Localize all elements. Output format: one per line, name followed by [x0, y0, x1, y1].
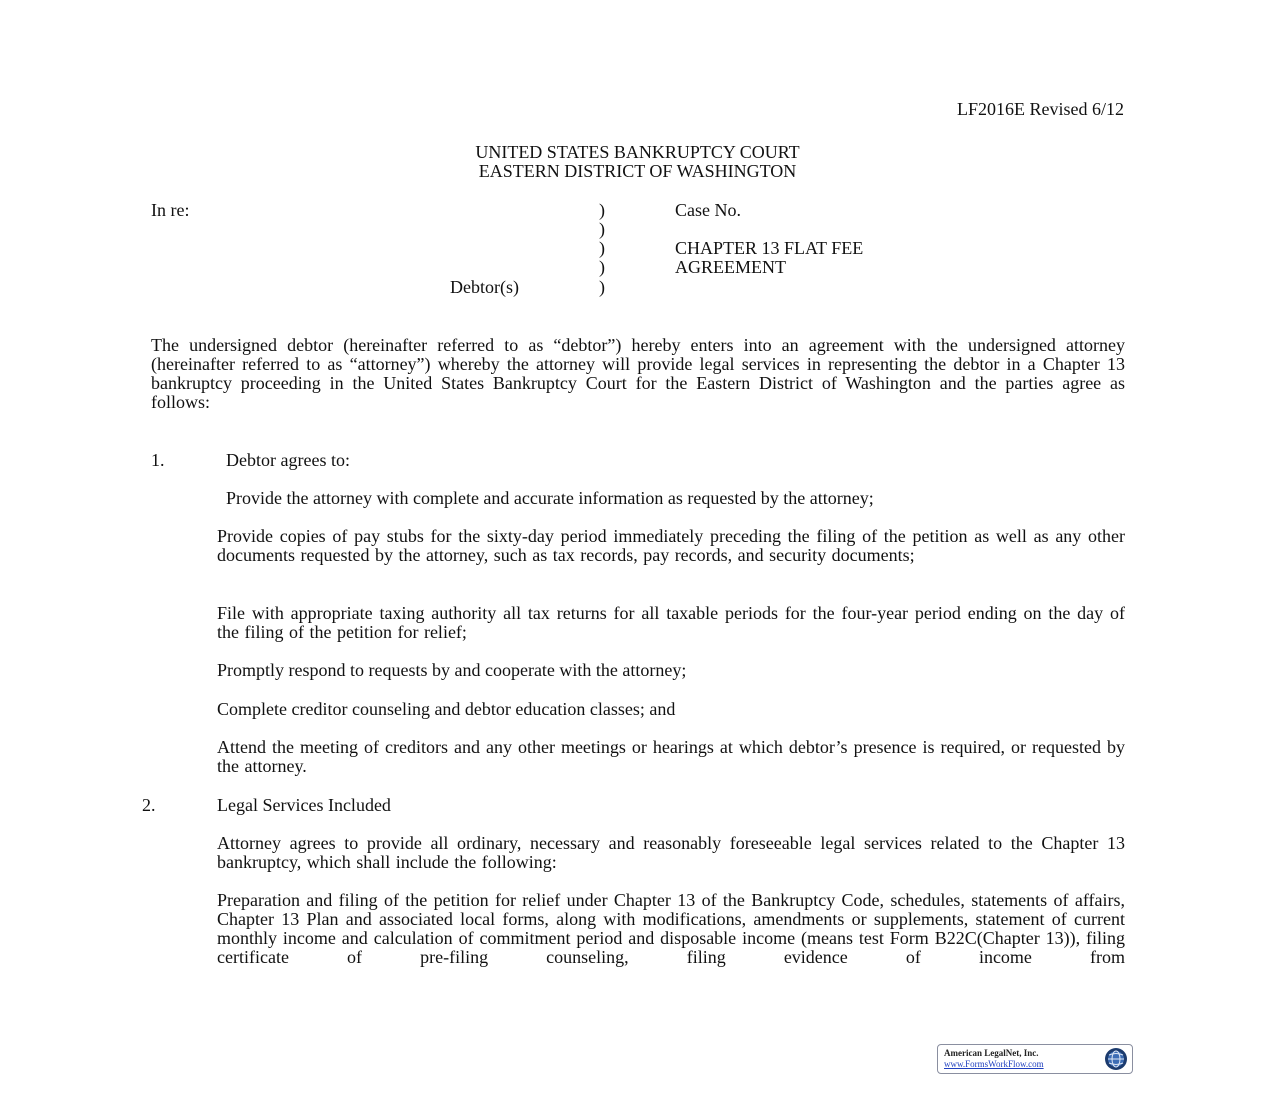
court-name: UNITED STATES BANKRUPTCY COURT	[475, 142, 800, 162]
section-2-paragraph: Attorney agrees to provide all ordinary, necessary and reasonably foreseeable legal services related to the Chapter 13 bankruptcy, which shall include the following:	[217, 833, 1125, 872]
section-1-item: File with appropriate taxing authority all tax returns for all taxable periods for the four-year period ending on the day of the filing of the petition for relief;	[217, 603, 1125, 642]
document-title-line1: CHAPTER 13 FLAT FEE	[675, 238, 864, 258]
caption-paren: )	[599, 277, 605, 297]
section-1-item: Promptly respond to requests by and cooperate with the attorney;	[217, 660, 687, 680]
section-1-heading: Debtor agrees to:	[226, 450, 350, 470]
document-title-line2: AGREEMENT	[675, 257, 786, 277]
caption-paren: )	[599, 257, 605, 277]
in-re-label: In re:	[151, 200, 190, 220]
section-1-item: Attend the meeting of creditors and any other meetings or hearings at which debtor’s presence is required, or requested by the attorney.	[217, 737, 1125, 776]
footer-logo	[937, 1044, 1133, 1074]
globe-icon	[1104, 1047, 1128, 1071]
logo-website-link[interactable]: www.FormsWorkFlow.com	[944, 1059, 1044, 1069]
section-2-heading: Legal Services Included	[217, 795, 391, 815]
debtor-label: Debtor(s)	[450, 277, 519, 297]
section-1-item: Provide copies of pay stubs for the sixty-day period immediately preceding the filing of the petition as well as any other documents requested by the attorney, such as tax records, pay records, and security documents;	[217, 526, 1125, 565]
section-1-item: Provide the attorney with complete and accurate information as requested by the attorney;	[226, 488, 874, 508]
caption-paren: )	[599, 238, 605, 258]
section-2-number: 2.	[142, 795, 156, 815]
logo-company-name: American LegalNet, Inc.	[944, 1048, 1039, 1058]
section-1-number: 1.	[151, 450, 165, 470]
court-heading	[0, 143, 1275, 181]
intro-paragraph: The undersigned debtor (hereinafter referred to as “debtor”) hereby enters into an agreement with the undersigned attorney (hereinafter referred to as “attorney”) whereby the attorney will provide legal services in representing the debtor in a Chapter 13 bankruptcy proceeding in the United States Bankruptcy Court for the Eastern District of Washington and the parties agree as follows:	[151, 335, 1125, 412]
section-2-paragraph: Preparation and filing of the petition for relief under Chapter 13 of the Bankruptcy Code, schedules, statements of affairs, Chapter 13 Plan and associated local forms, along with modifications, amendments or supplements, statement of current monthly income and calculation of commitment period and disposable income (means test Form B22C(Chapter 13)), filing certificate of pre-filing counseling, filing evidence of income from	[217, 890, 1125, 967]
caption-paren: )	[599, 200, 605, 220]
court-district: EASTERN DISTRICT OF WASHINGTON	[478, 161, 797, 181]
case-number-label: Case No.	[675, 200, 741, 220]
form-id: LF2016E Revised 6/12	[957, 99, 1124, 119]
section-1-item: Complete creditor counseling and debtor education classes; and	[217, 699, 676, 719]
caption-paren: )	[599, 219, 605, 239]
